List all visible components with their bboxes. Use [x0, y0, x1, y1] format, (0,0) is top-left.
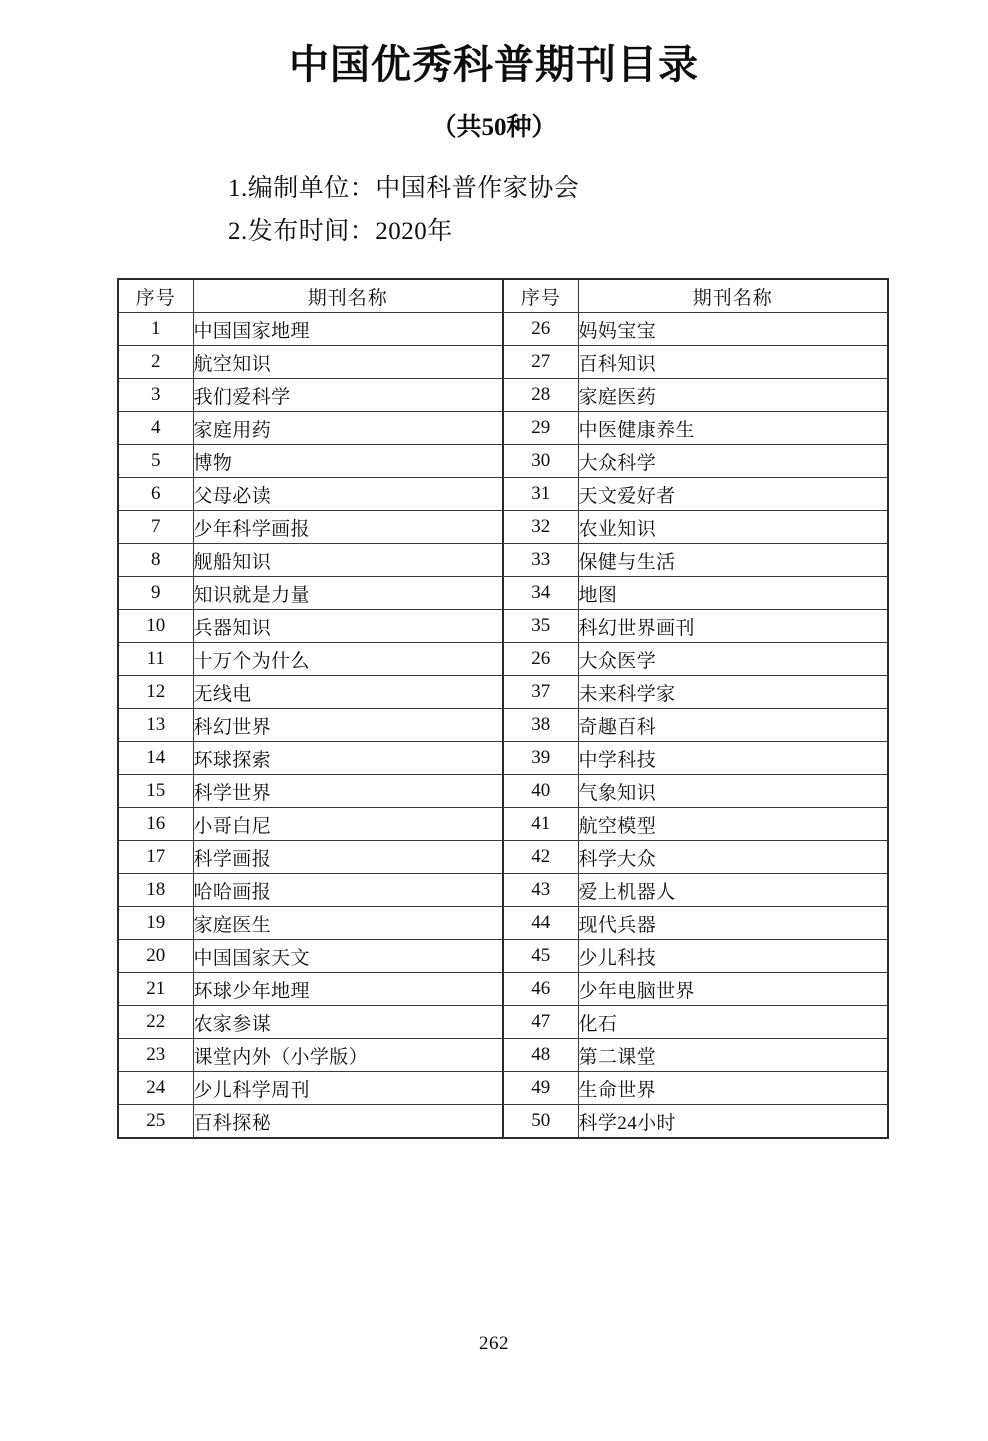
table-row — [118, 676, 888, 709]
cell-number-left: 21 — [118, 973, 193, 1006]
cell-name-right: 未来科学家 — [578, 676, 888, 709]
column-header-number-right: 序号 — [503, 279, 578, 313]
cell-number-right: 46 — [503, 973, 578, 1006]
column-header-name-right: 期刊名称 — [578, 279, 888, 313]
cell-number-right: 29 — [503, 412, 578, 445]
cell-name-left: 我们爱科学 — [193, 379, 503, 412]
cell-name-left: 兵器知识 — [193, 610, 503, 643]
cell-number-left: 9 — [118, 577, 193, 610]
table-row — [118, 346, 888, 379]
cell-number-right: 26 — [503, 313, 578, 346]
table-row — [118, 577, 888, 610]
cell-name-left: 科学画报 — [193, 841, 503, 874]
cell-name-right: 妈妈宝宝 — [578, 313, 888, 346]
cell-name-left: 舰船知识 — [193, 544, 503, 577]
cell-number-left: 13 — [118, 709, 193, 742]
cell-name-right: 化石 — [578, 1006, 888, 1039]
cell-number-right: 47 — [503, 1006, 578, 1039]
cell-number-left: 24 — [118, 1072, 193, 1105]
metadata-block — [0, 143, 988, 253]
cell-name-left: 父母必读 — [193, 478, 503, 511]
cell-number-right: 43 — [503, 874, 578, 907]
cell-number-right: 30 — [503, 445, 578, 478]
cell-number-right: 35 — [503, 610, 578, 643]
cell-number-right: 27 — [503, 346, 578, 379]
table-header-row — [118, 279, 888, 313]
cell-name-right: 大众科学 — [578, 445, 888, 478]
cell-name-left: 航空知识 — [193, 346, 503, 379]
cell-name-right: 保健与生活 — [578, 544, 888, 577]
page-title: 中国优秀科普期刊目录 — [289, 42, 699, 87]
cell-number-right: 28 — [503, 379, 578, 412]
cell-number-left: 1 — [118, 313, 193, 346]
cell-number-left: 8 — [118, 544, 193, 577]
table-row — [118, 742, 888, 775]
cell-name-right: 少年电脑世界 — [578, 973, 888, 1006]
table-row — [118, 544, 888, 577]
table-row — [118, 841, 888, 874]
page-subtitle: （共50种） — [431, 114, 557, 141]
cell-name-left: 课堂内外（小学版） — [193, 1039, 503, 1072]
cell-number-left: 10 — [118, 610, 193, 643]
cell-name-left: 环球探索 — [193, 742, 503, 775]
cell-name-right: 生命世界 — [578, 1072, 888, 1105]
cell-number-left: 15 — [118, 775, 193, 808]
table-row — [118, 1072, 888, 1105]
table-row — [118, 709, 888, 742]
table-row — [118, 874, 888, 907]
cell-name-left: 少年科学画报 — [193, 511, 503, 544]
cell-number-right: 31 — [503, 478, 578, 511]
column-header-name-left: 期刊名称 — [193, 279, 503, 313]
cell-number-left: 7 — [118, 511, 193, 544]
table-row — [118, 808, 888, 841]
table-row — [118, 1039, 888, 1072]
table-row — [118, 511, 888, 544]
cell-number-right: 38 — [503, 709, 578, 742]
cell-name-left: 科学世界 — [193, 775, 503, 808]
cell-name-right: 少儿科技 — [578, 940, 888, 973]
table-row — [118, 973, 888, 1006]
table-row — [118, 643, 888, 676]
cell-name-left: 少儿科学周刊 — [193, 1072, 503, 1105]
cell-name-right: 科学24小时 — [578, 1105, 888, 1139]
cell-number-left: 4 — [118, 412, 193, 445]
cell-name-left: 家庭医生 — [193, 907, 503, 940]
cell-name-left: 农家参谋 — [193, 1006, 503, 1039]
cell-number-left: 2 — [118, 346, 193, 379]
cell-name-right: 家庭医药 — [578, 379, 888, 412]
cell-number-right: 26 — [503, 643, 578, 676]
cell-number-right: 42 — [503, 841, 578, 874]
cell-number-left: 3 — [118, 379, 193, 412]
cell-number-right: 45 — [503, 940, 578, 973]
cell-number-right: 34 — [503, 577, 578, 610]
cell-number-left: 6 — [118, 478, 193, 511]
cell-number-left: 19 — [118, 907, 193, 940]
cell-number-left: 18 — [118, 874, 193, 907]
table-row — [118, 940, 888, 973]
cell-name-left: 中国国家地理 — [193, 313, 503, 346]
cell-number-right: 33 — [503, 544, 578, 577]
cell-number-right: 32 — [503, 511, 578, 544]
cell-number-right: 49 — [503, 1072, 578, 1105]
cell-name-left: 知识就是力量 — [193, 577, 503, 610]
table-body — [118, 313, 888, 1139]
cell-number-left: 5 — [118, 445, 193, 478]
cell-name-left: 十万个为什么 — [193, 643, 503, 676]
cell-name-left: 家庭用药 — [193, 412, 503, 445]
page-number: 262 — [479, 1333, 509, 1354]
cell-number-right: 48 — [503, 1039, 578, 1072]
table-row — [118, 775, 888, 808]
cell-number-left: 17 — [118, 841, 193, 874]
cell-name-left: 中国国家天文 — [193, 940, 503, 973]
table-row — [118, 445, 888, 478]
cell-name-right: 中学科技 — [578, 742, 888, 775]
cell-name-left: 环球少年地理 — [193, 973, 503, 1006]
cell-name-right: 大众医学 — [578, 643, 888, 676]
cell-number-left: 22 — [118, 1006, 193, 1039]
cell-number-right: 40 — [503, 775, 578, 808]
metadata-line-publisher: 1.编制单位：中国科普作家协会 — [228, 175, 580, 202]
cell-name-left: 博物 — [193, 445, 503, 478]
cell-number-right: 50 — [503, 1105, 578, 1139]
journal-table-container — [117, 278, 887, 1139]
cell-name-left: 哈哈画报 — [193, 874, 503, 907]
journal-catalog-table — [117, 278, 889, 1139]
metadata-line-release-date: 2.发布时间：2020年 — [228, 218, 453, 245]
cell-name-right: 地图 — [578, 577, 888, 610]
cell-name-right: 天文爱好者 — [578, 478, 888, 511]
table-row — [118, 412, 888, 445]
cell-number-left: 11 — [118, 643, 193, 676]
table-row — [118, 907, 888, 940]
table-row — [118, 1105, 888, 1139]
table-row — [118, 379, 888, 412]
cell-number-right: 37 — [503, 676, 578, 709]
cell-name-left: 小哥白尼 — [193, 808, 503, 841]
cell-name-right: 科幻世界画刊 — [578, 610, 888, 643]
cell-name-right: 农业知识 — [578, 511, 888, 544]
cell-number-left: 20 — [118, 940, 193, 973]
table-row — [118, 478, 888, 511]
cell-name-left: 科幻世界 — [193, 709, 503, 742]
cell-name-right: 现代兵器 — [578, 907, 888, 940]
cell-name-left: 无线电 — [193, 676, 503, 709]
cell-name-right: 第二课堂 — [578, 1039, 888, 1072]
table-row — [118, 610, 888, 643]
cell-number-right: 41 — [503, 808, 578, 841]
cell-name-right: 航空模型 — [578, 808, 888, 841]
cell-name-right: 中医健康养生 — [578, 412, 888, 445]
cell-number-right: 39 — [503, 742, 578, 775]
table-row — [118, 1006, 888, 1039]
cell-number-right: 44 — [503, 907, 578, 940]
cell-number-left: 25 — [118, 1105, 193, 1139]
column-header-number-left: 序号 — [118, 279, 193, 313]
cell-name-right: 爱上机器人 — [578, 874, 888, 907]
cell-number-left: 23 — [118, 1039, 193, 1072]
cell-name-right: 气象知识 — [578, 775, 888, 808]
cell-name-right: 奇趣百科 — [578, 709, 888, 742]
cell-name-right: 科学大众 — [578, 841, 888, 874]
cell-number-left: 12 — [118, 676, 193, 709]
cell-name-right: 百科知识 — [578, 346, 888, 379]
table-header — [118, 279, 888, 313]
cell-number-left: 16 — [118, 808, 193, 841]
table-row — [118, 313, 888, 346]
cell-name-left: 百科探秘 — [193, 1105, 503, 1139]
cell-number-left: 14 — [118, 742, 193, 775]
